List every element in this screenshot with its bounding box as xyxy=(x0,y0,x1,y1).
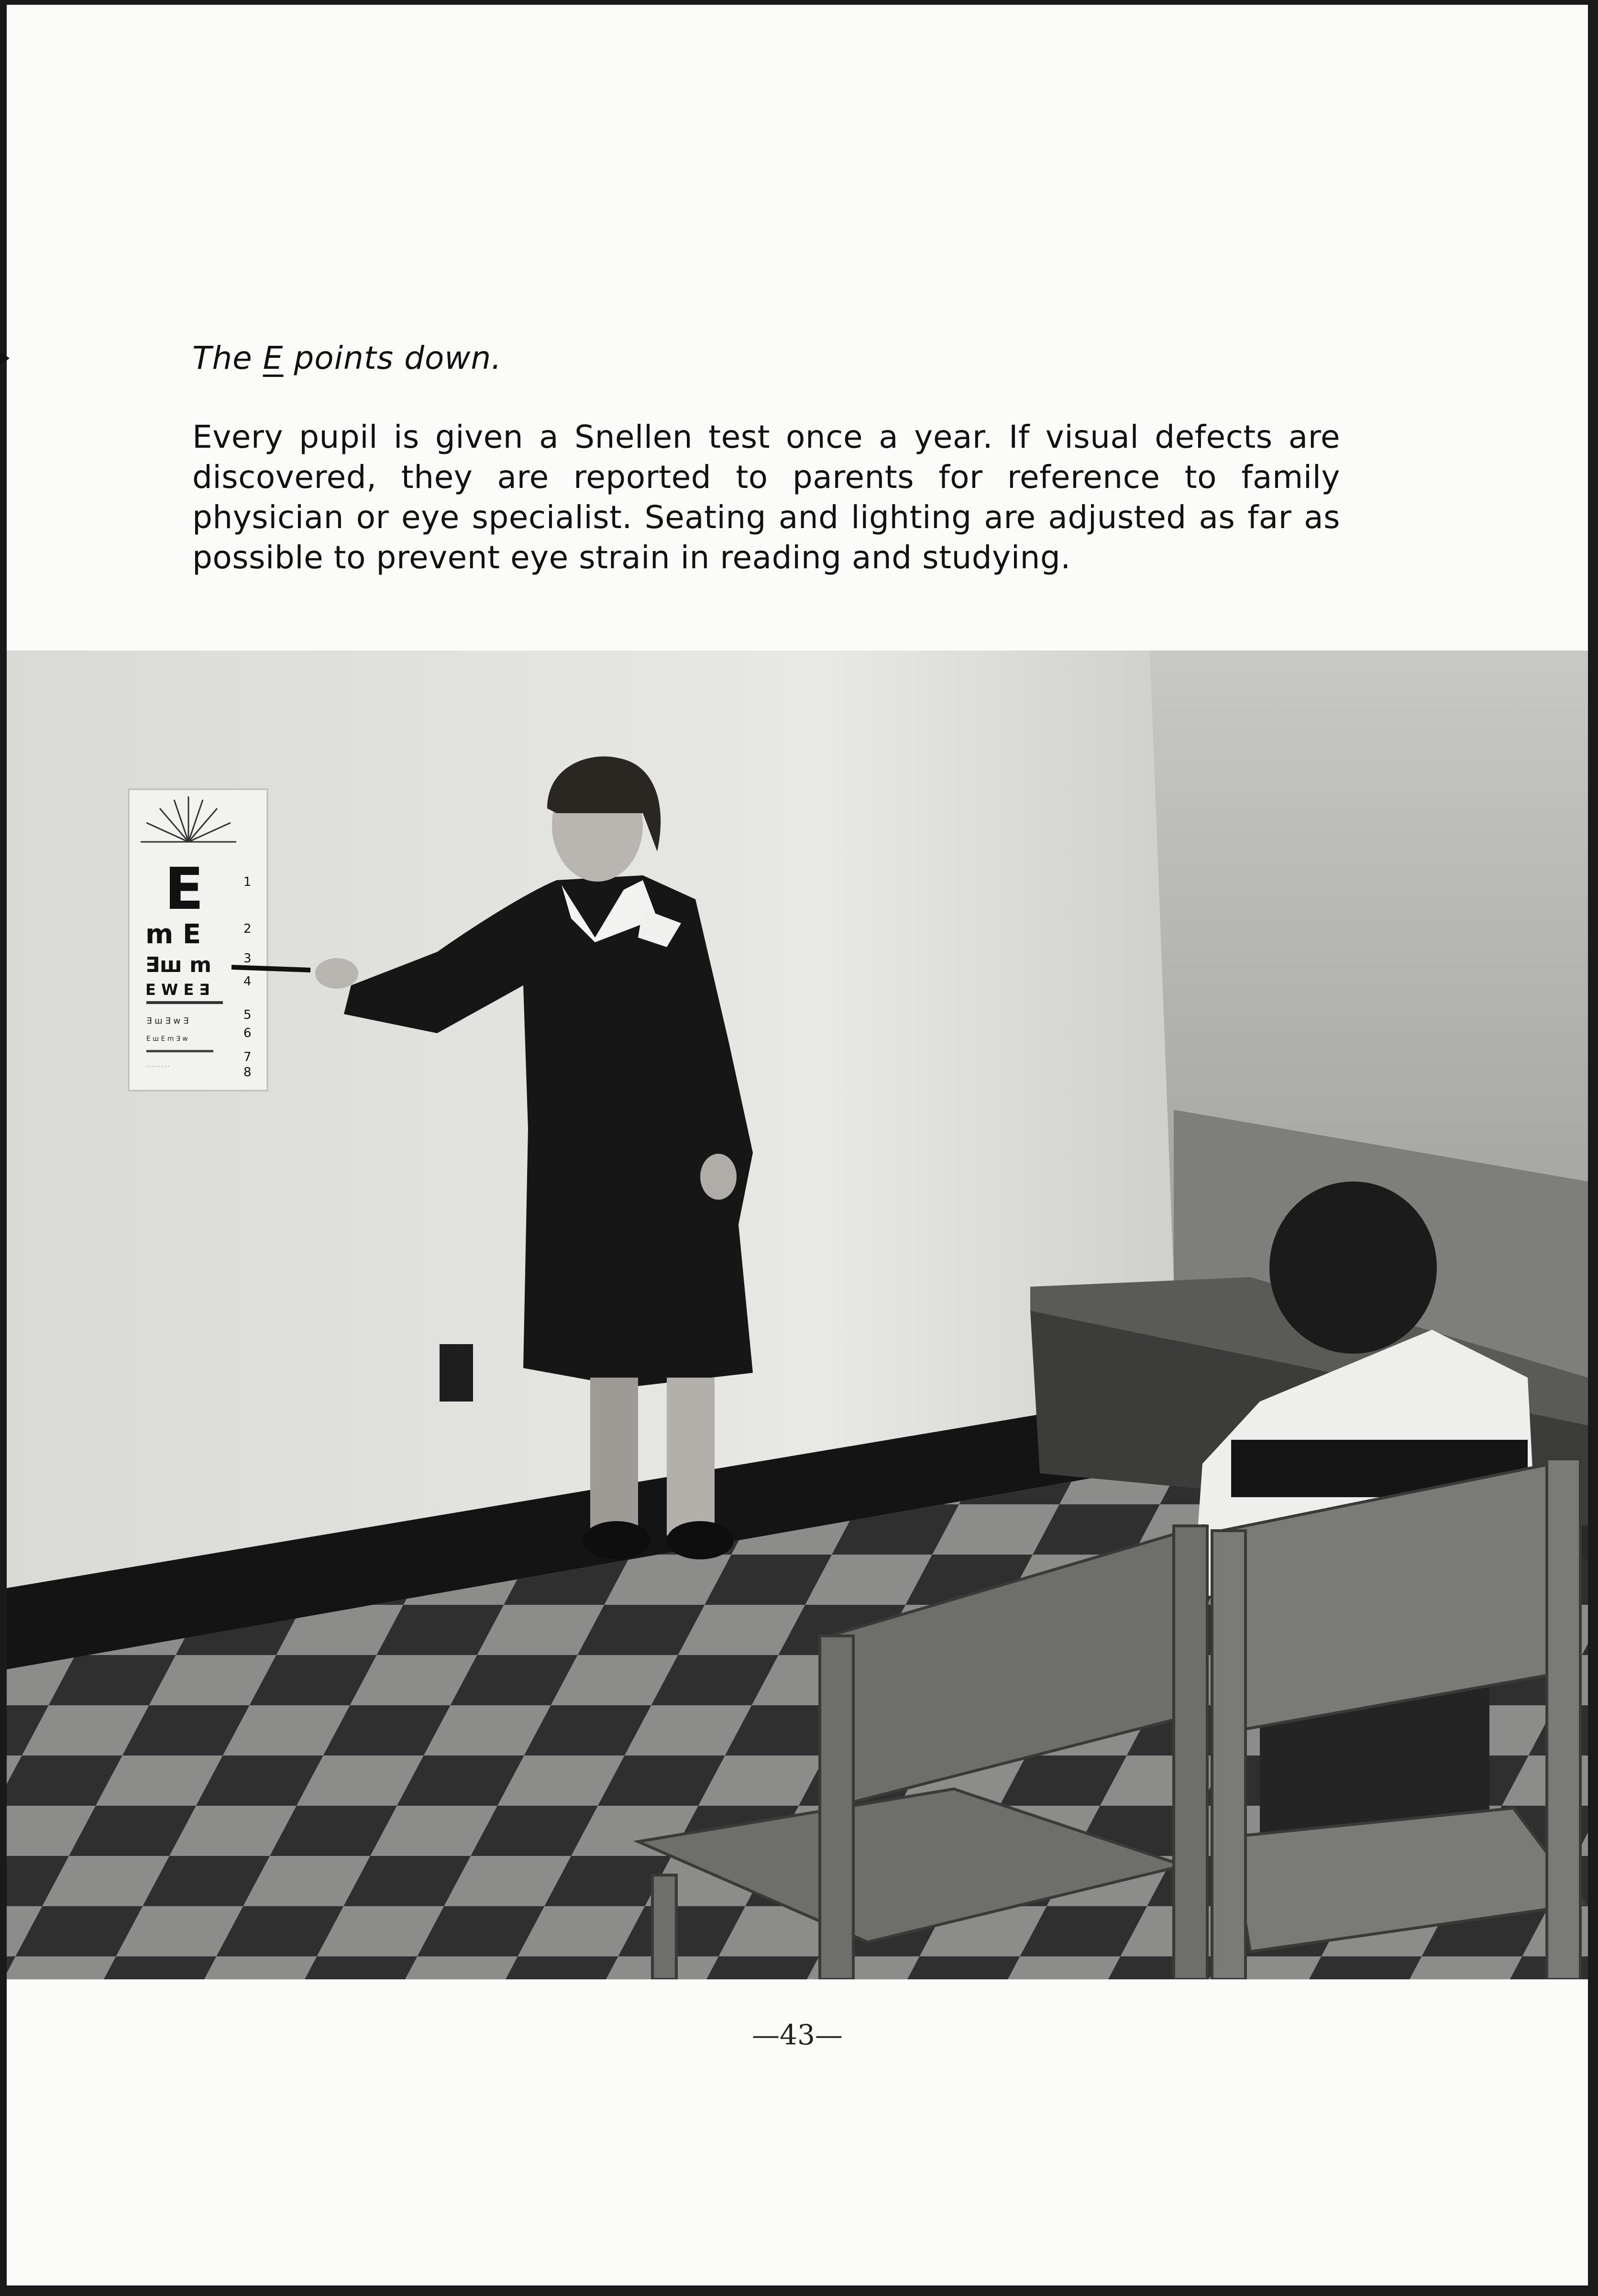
chart-row-7: . . . . . . . . xyxy=(146,1063,169,1068)
chart-row-3: ∃ш m xyxy=(145,953,211,977)
snellen-chart xyxy=(129,789,267,1091)
chart-line-number: 5 xyxy=(243,1008,252,1022)
margin-mark xyxy=(0,352,10,365)
page-number: —43— xyxy=(752,2019,843,2051)
pointer-stick xyxy=(231,967,310,970)
chart-large-e: E xyxy=(165,856,204,923)
caption-title-suffix: points down. xyxy=(283,340,502,376)
caption-title-prefix: The xyxy=(192,340,263,376)
chart-row-6: E ш E m ∃ w xyxy=(146,1035,188,1043)
chart-row-4: E W E ∃ xyxy=(145,981,210,999)
chart-row-2: m E xyxy=(145,919,201,950)
caption-title-letter: E xyxy=(263,340,284,376)
chart-line-number: 6 xyxy=(243,1026,252,1040)
chart-row-5: ∃ ш ∃ w ∃ xyxy=(146,1016,189,1026)
wall-outlet xyxy=(440,1344,473,1402)
photo-illustration xyxy=(7,651,1588,1979)
chart-line-number: 1 xyxy=(243,875,252,889)
photograph-eye-test xyxy=(7,651,1588,1979)
caption-body: Every pupil is given a Snellen test once a year. If visual defects are discovered, they are reported to parents for reference to family physician or eye specialist. Seating and lighting are adjusted as far as possible to prevent eye strain in reading and studying. xyxy=(192,419,1340,576)
book-page xyxy=(7,5,1588,2285)
chart-line-number: 4 xyxy=(243,974,252,989)
caption-title xyxy=(192,340,502,376)
chart-line-number: 2 xyxy=(243,922,252,936)
chart-line-number: 8 xyxy=(243,1065,252,1080)
chart-line-number: 7 xyxy=(243,1050,252,1064)
chart-line-number: 3 xyxy=(243,951,252,966)
